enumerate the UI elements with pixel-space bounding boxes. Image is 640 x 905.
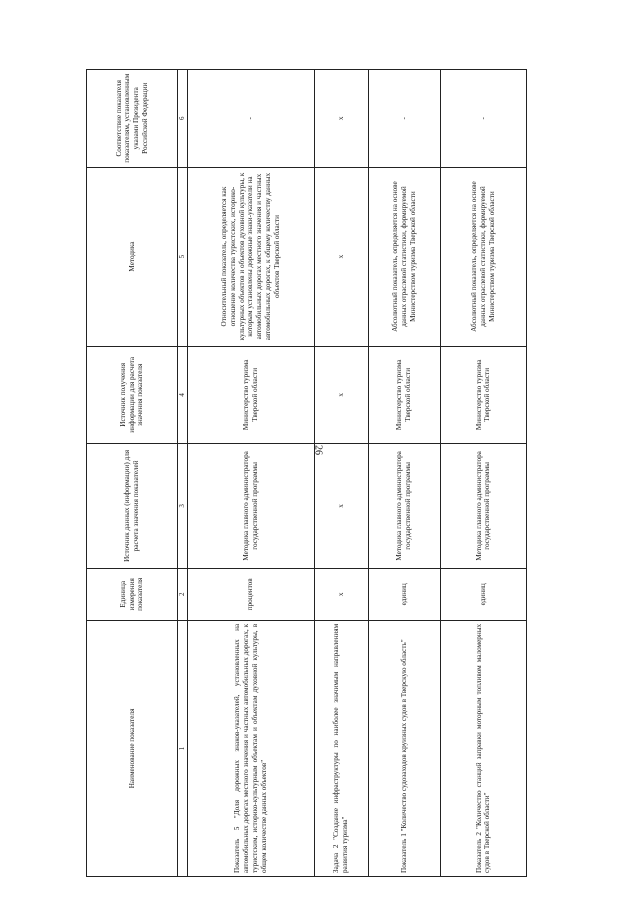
indicator-source: Методика главного администратора государственной программы — [188, 444, 314, 569]
page-number: 26 — [312, 445, 324, 455]
header-row — [87, 70, 178, 877]
indicator-source: x — [314, 444, 368, 569]
indicator-compliance: x — [314, 70, 368, 168]
table-row — [440, 70, 526, 877]
header-name: Наименование показателя — [87, 620, 178, 876]
indicator-unit: единиц — [440, 568, 526, 620]
indicator-origin: x — [314, 346, 368, 443]
indicator-name: Показатель 1 "Количество судозаходов круизных судов в Тверскую область" — [368, 620, 440, 876]
column-number: 1 — [178, 620, 188, 876]
rotated-table-container — [86, 69, 527, 877]
indicator-method: Абсолютный показатель, определяется на основе данных отраслевой статистики, формируемой Министерством туризма Тверской области — [440, 167, 526, 346]
header-origin: Источник получения информации для расчета значения показателя — [87, 346, 178, 443]
column-number: 3 — [178, 444, 188, 569]
indicator-source: Методика главного администратора государственной программы — [440, 444, 526, 569]
column-number-row — [178, 70, 188, 877]
indicator-name: Задача 2 "Создание инфраструктуры по наиболее значимым направлениям развития туризма" — [314, 620, 368, 876]
column-number: 2 — [178, 568, 188, 620]
column-number: 5 — [178, 167, 188, 346]
indicator-compliance: - — [188, 70, 314, 168]
indicator-unit: единиц — [368, 568, 440, 620]
header-unit: Единица измерения показателя — [87, 568, 178, 620]
indicators-table — [86, 69, 527, 877]
indicator-method: x — [314, 167, 368, 346]
table-row — [188, 70, 314, 877]
indicator-method: Абсолютный показатель, определяется на основе данных отраслевой статистики, формируемой Министерством туризма Тверской области — [368, 167, 440, 346]
indicator-origin: Министерство туризма Тверской области — [440, 346, 526, 443]
indicator-name: Показатель 2 "Количество станций заправки моторным топливом маломерных судов в Тверской области" — [440, 620, 526, 876]
indicator-origin: Министерство туризма Тверской области — [188, 346, 314, 443]
column-number: 4 — [178, 346, 188, 443]
indicator-compliance: - — [368, 70, 440, 168]
indicator-unit: x — [314, 568, 368, 620]
indicator-source: Методика главного администратора государственной программы — [368, 444, 440, 569]
indicator-method: Относительный показатель, определяется как отношение количества туристских, историко-культурных объектов и объектов духовной культуры, к которым установлены дорожные знаки-указатели на автомобильных дорогах местного значения и частных автомобильных дорогах, к общему количеству данных объектов Тверской области — [188, 167, 314, 346]
table-row — [314, 70, 368, 877]
indicator-name: Показатель 5 "Доля дорожных знаков-указателей, установленных на автомобильных дорогах местного значения и частных автомобильных дорогах, к туристским, историко-культурным объектам и объектам духовной культуры, в общем количестве данных объектов" — [188, 620, 314, 876]
header-source: Источник данных (информации) для расчета значения показателей — [87, 444, 178, 569]
column-number: 6 — [178, 70, 188, 168]
indicator-origin: Министерство туризма Тверской области — [368, 346, 440, 443]
table-row — [368, 70, 440, 877]
header-method: Методика — [87, 167, 178, 346]
header-compliance: Соответствие показателя показателям, установленным указами Президента Российской Федерации — [87, 70, 178, 168]
indicator-unit: процентов — [188, 568, 314, 620]
indicator-compliance: - — [440, 70, 526, 168]
